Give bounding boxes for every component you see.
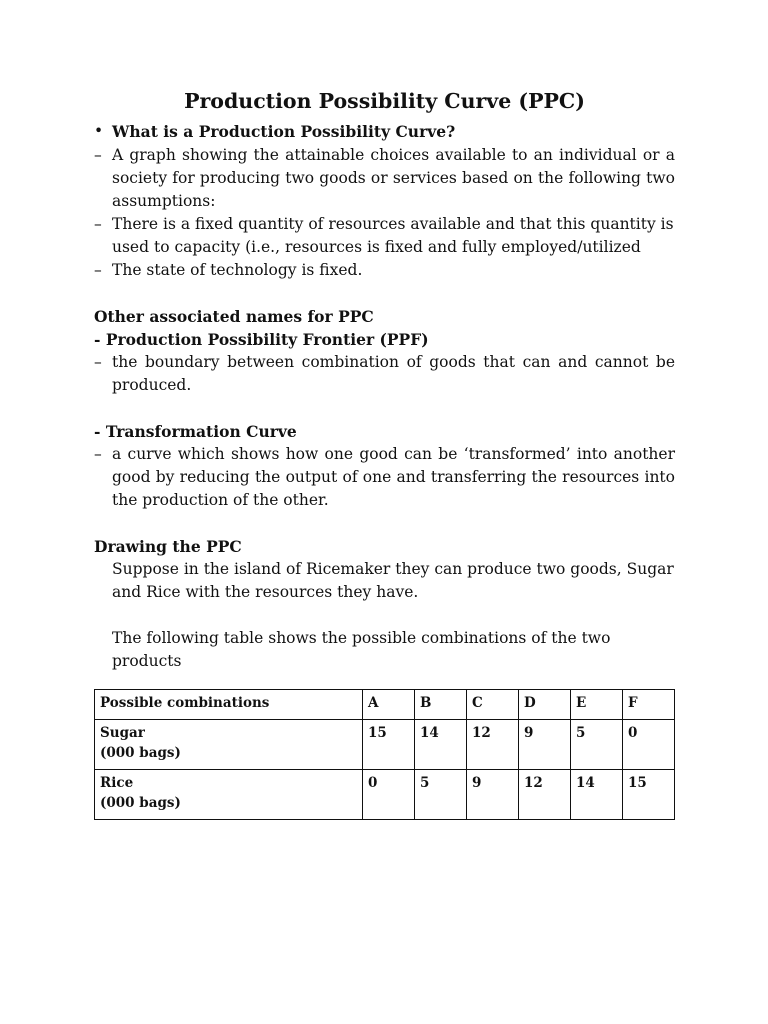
table-header-cell: C [467,690,519,720]
table-header-cell: A [363,690,415,720]
table-header-cell: D [519,690,571,720]
table-cell: 5 [571,720,623,770]
table-row [95,720,675,770]
list-item [94,259,675,282]
table-intro-paragraph: The following table shows the possible combinations of the two products [112,629,611,670]
row-label [95,770,363,820]
table-header-cell: B [415,690,467,720]
question-text: What is a Production Possibility Curve? [112,122,456,141]
table-header-row [95,690,675,720]
row-label-line1: Rice [100,775,134,791]
drawing-heading: Drawing the PPC [94,537,242,556]
table-header-label: Possible combinations [95,690,363,720]
table-cell: 14 [571,770,623,820]
row-label-line2: (000 bags) [100,745,181,761]
transformation-curve-heading: - Transformation Curve [94,422,297,441]
table-cell: 9 [519,720,571,770]
combinations-table [94,689,675,820]
drawing-paragraph: Suppose in the island of Ricemaker they can produce two goods, Sugar and Rice with the resources they have. [112,560,674,601]
row-label-line2: (000 bags) [100,795,181,811]
table-cell: 12 [519,770,571,820]
page-title: Production Possibility Curve (PPC) [184,89,585,113]
row-label [95,720,363,770]
dash-marker: – [94,261,102,279]
list-item [94,213,675,259]
list-item [94,144,675,213]
dash-marker: – [94,445,102,463]
list-item-text: A graph showing the attainable choices available to an individual or a society for producing two goods or services based on the following two assumptions: [112,146,675,210]
ppf-text: the boundary between combination of goods that can and cannot be produced. [112,353,675,394]
list-item [94,351,675,397]
table-header-cell: F [623,690,675,720]
ppf-heading: - Production Possibility Frontier (PPF) [94,330,429,349]
table-cell: 9 [467,770,519,820]
table-header-cell: E [571,690,623,720]
bullet-question [94,120,675,144]
row-label-line1: Sugar [100,725,145,741]
table-cell: 14 [415,720,467,770]
table-cell: 15 [363,720,415,770]
bullet-marker: • [94,122,104,140]
table-cell: 15 [623,770,675,820]
list-item-text: There is a fixed quantity of resources available and that this quantity is used to capacity (i.e., resources is fixed and fully employed/utilized [112,215,674,256]
list-item [94,443,675,512]
table-cell: 12 [467,720,519,770]
transformation-curve-text: a curve which shows how one good can be ‘transformed’ into another good by reducing the output of one and transferring the resources into the production of the other. [112,445,675,509]
table-cell: 0 [623,720,675,770]
dash-marker: – [94,353,102,371]
document-page [94,88,675,820]
table-cell: 5 [415,770,467,820]
other-names-heading: Other associated names for PPC [94,307,374,326]
dash-marker: – [94,215,102,233]
dash-marker: – [94,146,102,164]
list-item-text: The state of technology is fixed. [112,261,363,279]
table-row [95,770,675,820]
table-cell: 0 [363,770,415,820]
